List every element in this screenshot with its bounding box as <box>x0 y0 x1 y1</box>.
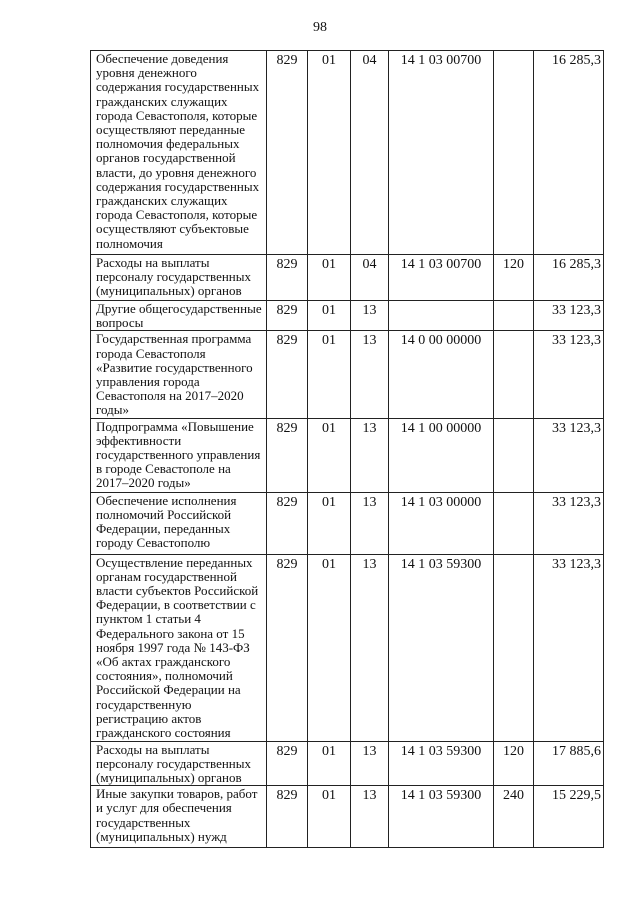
department-code: 829 <box>267 418 308 492</box>
department-code: 829 <box>267 255 308 301</box>
department-code: 829 <box>267 301 308 331</box>
section-code: 01 <box>308 741 351 786</box>
row-name: Иные закупки товаров, работ и услуг для обеспечения государственных (муниципальных) нужд <box>91 786 267 848</box>
page-number: 98 <box>313 20 327 35</box>
target-article-code: 14 1 03 59300 <box>389 554 494 741</box>
expense-type-code <box>494 492 534 554</box>
section-code: 01 <box>308 301 351 331</box>
expense-type-code: 240 <box>494 786 534 848</box>
expense-type-code: 120 <box>494 741 534 786</box>
department-code: 829 <box>267 492 308 554</box>
table-row <box>91 554 604 741</box>
table-row <box>91 51 604 255</box>
target-article-code: 14 1 03 00000 <box>389 492 494 554</box>
row-name: Подпрограмма «Повышение эффективности государственного управления в городе Севастополе на 2017–2020 годы» <box>91 418 267 492</box>
department-code: 829 <box>267 51 308 255</box>
table-row <box>91 331 604 418</box>
department-code: 829 <box>267 741 308 786</box>
row-name: Обеспечение доведения уровня денежного содержания государственных гражданских служащих города Севастополя, которые осуществляют переданные полномочия федеральных органов государственной власти, до уровня денежного содержания государственных гражданских служащих города Севастополя, которые осуществляют субъектовые полномочия <box>91 51 267 255</box>
subsection-code: 13 <box>351 331 389 418</box>
expense-type-code <box>494 554 534 741</box>
target-article-code: 14 1 00 00000 <box>389 418 494 492</box>
table-row <box>91 301 604 331</box>
section-code: 01 <box>308 554 351 741</box>
target-article-code <box>389 301 494 331</box>
row-name: Расходы на выплаты персоналу государственных (муниципальных) органов <box>91 255 267 301</box>
target-article-code: 14 1 03 59300 <box>389 741 494 786</box>
amount: 33 123,3 <box>534 492 604 554</box>
subsection-code: 13 <box>351 301 389 331</box>
amount: 15 229,5 <box>534 786 604 848</box>
table-row <box>91 418 604 492</box>
department-code: 829 <box>267 331 308 418</box>
expense-type-code <box>494 301 534 331</box>
amount: 33 123,3 <box>534 554 604 741</box>
row-name: Другие общегосударственные вопросы <box>91 301 267 331</box>
amount: 16 285,3 <box>534 51 604 255</box>
amount: 17 885,6 <box>534 741 604 786</box>
subsection-code: 04 <box>351 51 389 255</box>
row-name: Обеспечение исполнения полномочий Российской Федерации, переданных городу Севастополю <box>91 492 267 554</box>
target-article-code: 14 0 00 00000 <box>389 331 494 418</box>
amount: 33 123,3 <box>534 301 604 331</box>
subsection-code: 04 <box>351 255 389 301</box>
department-code: 829 <box>267 554 308 741</box>
subsection-code: 13 <box>351 741 389 786</box>
subsection-code: 13 <box>351 418 389 492</box>
expense-type-code <box>494 418 534 492</box>
section-code: 01 <box>308 786 351 848</box>
table-row <box>91 786 604 848</box>
table-row <box>91 492 604 554</box>
target-article-code: 14 1 03 00700 <box>389 255 494 301</box>
amount: 33 123,3 <box>534 418 604 492</box>
target-article-code: 14 1 03 00700 <box>389 51 494 255</box>
row-name: Государственная программа города Севастополя «Развитие государственного управления города Севастополя на 2017–2020 годы» <box>91 331 267 418</box>
row-name: Осуществление переданных органам государственной власти субъектов Российской Федерации, в соответствии с пунктом 1 статьи 4 Федерального закона от 15 ноября 1997 года № 143-ФЗ «Об актах гражданского состояния», полномочий Российской Федерации на государственную регистрацию актов гражданского состояния <box>91 554 267 741</box>
section-code: 01 <box>308 492 351 554</box>
section-code: 01 <box>308 331 351 418</box>
row-name: Расходы на выплаты персоналу государственных (муниципальных) органов <box>91 741 267 786</box>
table-row <box>91 741 604 786</box>
department-code: 829 <box>267 786 308 848</box>
section-code: 01 <box>308 418 351 492</box>
section-code: 01 <box>308 51 351 255</box>
subsection-code: 13 <box>351 786 389 848</box>
expense-type-code: 120 <box>494 255 534 301</box>
subsection-code: 13 <box>351 554 389 741</box>
target-article-code: 14 1 03 59300 <box>389 786 494 848</box>
expense-type-code <box>494 51 534 255</box>
section-code: 01 <box>308 255 351 301</box>
amount: 33 123,3 <box>534 331 604 418</box>
budget-table <box>90 50 604 848</box>
subsection-code: 13 <box>351 492 389 554</box>
table-row <box>91 255 604 301</box>
expense-type-code <box>494 331 534 418</box>
amount: 16 285,3 <box>534 255 604 301</box>
